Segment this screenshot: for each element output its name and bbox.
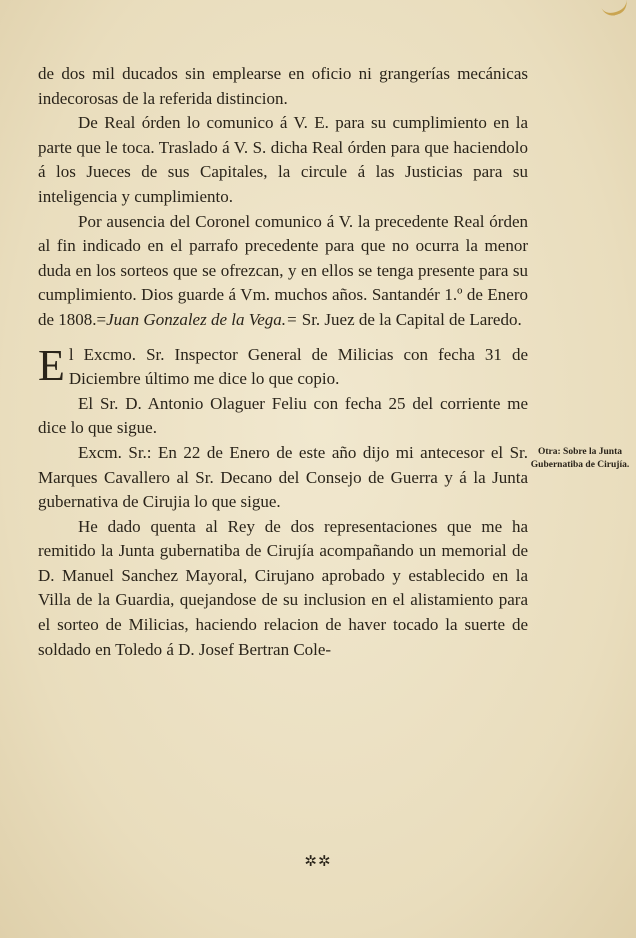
paragraph-7: He dado quenta al Rey de dos representaciones que me ha remitido la Junta gubernatiba de Cirujía acompañando un memorial de D. Manuel Sanchez Mayoral, Cirujano aprobado y establecido en la Villa de la Guardia, quejandose de su inclusion en el alistamiento para el sorteo de Milicias, haciendo relacion de haver tocado la suerte de soldado en Toledo á D. Josef Bertran Cole- — [38, 516, 528, 659]
paragraph-2: De Real órden lo comunico á V. E. para su cumplimiento en la parte que le toca. Traslado á V. S. dicha Real órden para que haciendolo á los Jueces de sus Capitales, la circule á las Justicias para su inteligencia y cumplimiento. — [38, 113, 528, 206]
paragraph-4-text: l Excmo. Sr. Inspector General de Milicias con fecha 31 de Diciembre último me dice lo que copio. — [68, 344, 528, 389]
signer-name: Juan Gonzalez de la Vega.= — [106, 309, 298, 329]
paragraph-4 — [38, 340, 528, 392]
corner-ink-mark — [600, 0, 629, 19]
paragraph-3-text: Por ausencia del Coronel comunico á V. la precedente Real órden al fin indicado en el parrafo precedente para que no ocurra la menor duda en los sorteos que se ofrezcan, y en ellos se tenga presente para su cumplimiento. Dios guarde á Vm. muchos años. Santandér 1.º de Enero de 1808.= — [38, 211, 528, 329]
paragraph-6: Excm. Sr.: En 22 de Enero de este año dijo mi antecesor el Sr. Marques Cavallero al Sr. Decano del Consejo de Guerra y á la Junta gubernativa de Cirujia lo que sigue. — [38, 442, 528, 512]
main-text — [38, 62, 528, 662]
margin-note: Otra: Sobre la Junta Gubernatiba de Cirujía. — [530, 447, 630, 470]
signature-mark: ✲✲ — [304, 854, 332, 870]
paragraph-3-addressee: Sr. Juez de la Capital de Laredo. — [297, 309, 522, 329]
paragraph-3 — [38, 210, 528, 333]
drop-cap: E — [38, 340, 65, 390]
paragraph-5: El Sr. D. Antonio Olaguer Feliu con fecha 25 del corriente me dice lo que sigue. — [38, 393, 528, 438]
paragraph-1: de dos mil ducados sin emplearse en oficio ni grangerías mecánicas indecorosas de la referida distincion. — [38, 64, 528, 108]
